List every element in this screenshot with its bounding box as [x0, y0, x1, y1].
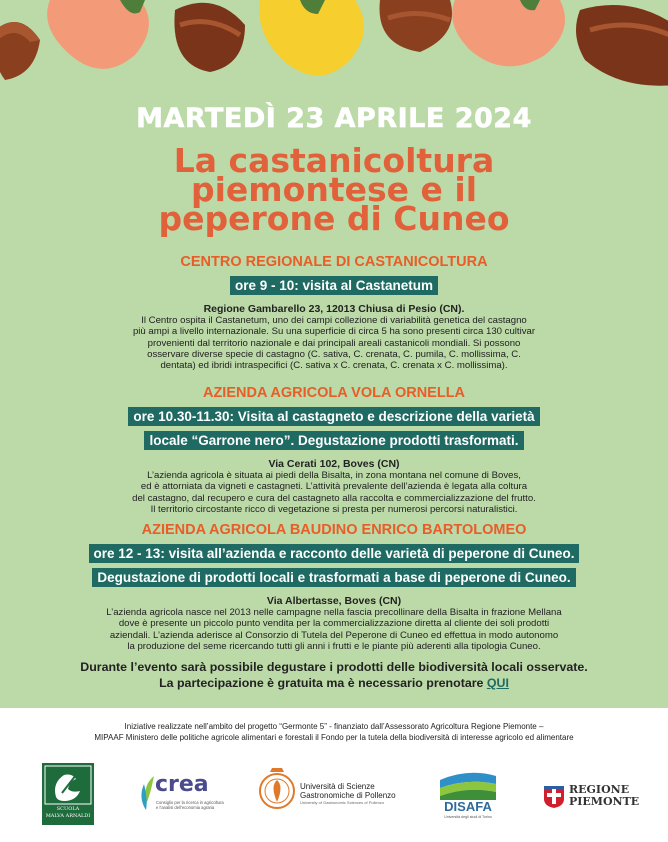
chestnut-icon — [380, 0, 453, 52]
closing-line — [0, 675, 668, 691]
logo-text: MALVA ARNALDI — [45, 813, 91, 819]
title-line: La castanicoltura — [173, 141, 495, 180]
description-line: ed è attorniata da vigneti e castagneti. L’attività prevalente dell’azienda è legata alla coltura — [140, 481, 528, 493]
pepper-icon — [47, 0, 149, 69]
closing-text: La partecipazione è gratuita ma è necessario prenotare — [159, 676, 484, 690]
section-title: CENTRO REGIONALE DI CASTANICOLTURA — [180, 254, 488, 270]
description-line: dove è presente un piccolo punto vendita per la commercializzazione diretta al cliente dei soli prodotti — [118, 618, 550, 630]
description-line: più ampi a livello internazionale. Su una superficie di circa 5 ha sono presenti circa 130 cultivar — [132, 326, 536, 338]
section-baudino — [0, 522, 668, 652]
schedule-line: ore 12 - 13: visita all’azienda e racconto delle varietà di peperone di Cuneo. — [89, 544, 580, 563]
funding-line: Iniziative realizzate nell’ambito del progetto “Germonte 5” - finanziato dall’Assessorato Agricoltura Regione Piemonte – — [124, 722, 544, 731]
closing-note — [0, 659, 668, 691]
chestnut-icon — [576, 5, 668, 86]
title-line: peperone di Cuneo — [158, 199, 510, 238]
section-schedule — [0, 405, 668, 453]
section-title: AZIENDA AGRICOLA VOLA ORNELLA — [202, 385, 466, 401]
section-address: Via Cerati 102, Boves (CN) — [268, 458, 400, 470]
description-line: osservare diverse specie di castagno (C. sativa, C. crenata, C. pumila, C. mollissima, C. — [147, 348, 521, 360]
logo-text: Gastronomiche di Pollenzo — [300, 791, 396, 800]
event-title — [0, 141, 668, 238]
logo-text: University of Gastronomic Sciences of Pollenzo — [300, 800, 385, 805]
logo-text: Università degli studi di Torino — [444, 815, 492, 819]
schedule-line: ore 9 - 10: visita al Castanetum — [230, 276, 438, 295]
section-schedule — [0, 542, 668, 590]
section-description — [54, 470, 614, 515]
logo-text: e l’analisi dell’economia agraria — [156, 805, 215, 810]
schedule-line: ore 10.30-11.30: Visita al castagneto e descrizione della varietà — [128, 407, 539, 426]
description-line: Il Centro ospita il Castanetum, uno dei campi collezione di variabilità genetica del castagno — [141, 315, 527, 326]
section-vola-ornella — [0, 385, 668, 515]
section-schedule — [0, 274, 668, 298]
description-line: del castagno, dal recupero e cura del castagneto alla raccolta e commercializzazione del frutto. — [132, 492, 536, 504]
section-description — [24, 607, 644, 652]
booking-link[interactable]: QUI — [486, 676, 509, 690]
section-address: Regione Gambarello 23, 12013 Chiusa di Pesio (CN). — [203, 303, 465, 315]
section-description — [54, 315, 614, 371]
unisg-seal-icon — [258, 766, 296, 816]
funding-line: MIPAAF Ministero delle politiche agricole alimentari e forestali il Fondo per la tutela della biodiversità di interesse agricolo ed alimentare — [94, 733, 574, 742]
section-address: Via Albertasse, Boves (CN) — [266, 595, 402, 607]
description-line: L’azienda agricola è situata ai piedi della Bisalta, in zona montana nel comune di Boves, — [147, 470, 521, 481]
description-line: la produzione del seme ricercando tutti gli anni i frutti e le piante più aderenti alla tipologia Cuneo. — [127, 640, 541, 652]
description-line: L’azienda agricola nasce nel 2013 nelle campagne nella fascia precollinare della Bisalta in frazione Mellana — [106, 607, 562, 618]
schedule-line: Degustazione di prodotti locali e trasformati a base di peperone di Cuneo. — [92, 568, 575, 587]
funding-note — [0, 721, 668, 743]
description-line: aziendali. L’azienda aderisce al Consorzio di Tutela del Peperone di Cuneo ed effettua in modo autonomo — [109, 629, 559, 641]
chestnut-icon — [0, 22, 40, 80]
logo-text: REGIONE — [569, 783, 630, 796]
schedule-line: locale “Garrone nero”. Degustazione prodotti trasformati. — [144, 431, 523, 450]
section-title: AZIENDA AGRICOLA BAUDINO ENRICO BARTOLOMEO — [141, 522, 527, 538]
logo-text: Università di Scienze — [300, 782, 375, 791]
disafa-landscape-icon — [440, 766, 496, 800]
logo-text: Consiglio per la ricerca in agricoltura — [156, 800, 224, 805]
partner-logos — [0, 760, 668, 830]
logo-text: crea — [155, 772, 209, 797]
pepper-icon — [259, 0, 364, 76]
closing-line: Durante l’evento sarà possibile degustare i prodotti delle biodiversità locali osservate. — [80, 660, 588, 674]
crea-logo — [138, 768, 224, 818]
title-line: piemontese e il — [190, 170, 478, 209]
scuola-malva-arnaldi-logo — [42, 763, 94, 825]
disafa-logo — [440, 766, 496, 822]
logo-text: SCUOLA — [56, 806, 80, 812]
logo-text: DISAFA — [444, 799, 492, 814]
chestnut-icon — [174, 3, 245, 72]
piemonte-shield-icon — [543, 785, 565, 809]
description-line: Il territorio circostante ricco di vegetazione si presta per numerosi percorsi naturalistici. — [150, 503, 518, 515]
logo-text: PIEMONTE — [569, 795, 640, 808]
description-line: provenienti dal territorio nazionale e dai principali areali castanicoli mondiali. Si possono — [147, 337, 521, 349]
chestnut-pepper-illustration — [0, 0, 668, 100]
pepper-icon — [452, 0, 565, 66]
section-centro-castanicoltura — [0, 254, 668, 371]
event-date: MARTEDÌ 23 APRILE 2024 — [136, 103, 532, 134]
regione-piemonte-logo — [543, 783, 640, 814]
unisg-logo — [258, 766, 408, 822]
description-line: dentata) ed ibridi intraspecifici (C. sativa x C. crenata, C. crenata x C. mollissima). — [160, 360, 508, 372]
